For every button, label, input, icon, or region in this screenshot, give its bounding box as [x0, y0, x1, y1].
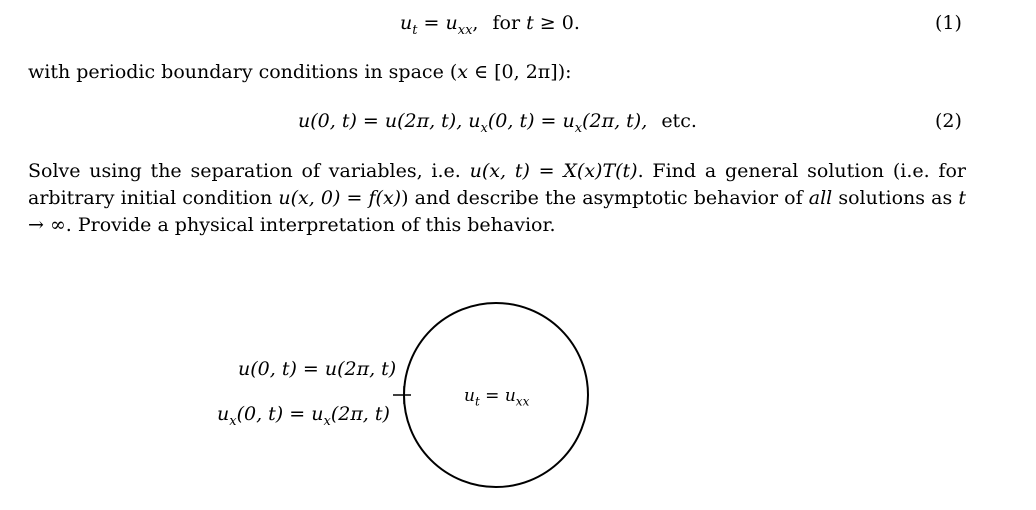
diagram-label2-a: u [217, 403, 230, 425]
eq1-rhs-sub: xx [457, 22, 473, 38]
equation-2-number: (2) [935, 110, 962, 132]
center-a: u [464, 386, 475, 406]
eq1-equals: = [417, 12, 446, 34]
para-s3: ) and describe the asymptotic behavior of [401, 187, 809, 209]
para-s4: solutions as [832, 187, 959, 209]
diagram-label-derivative-continuity [217, 403, 390, 429]
eq2-sub2: x [574, 120, 583, 136]
diagram-center-equation [464, 386, 529, 408]
para-s2: . Find a general solution (i.e. for arbitrary initial condition [28, 160, 966, 209]
para-s5: . Provide a physical interpretation of this behavior. [65, 214, 556, 236]
eq1-lhs-sub: t [412, 22, 418, 38]
eq1-for: for [492, 12, 521, 34]
equation-1-number: (1) [935, 12, 962, 34]
eq2-sub1: x [480, 120, 488, 136]
eq2-part2: (0, t) = u [487, 110, 575, 132]
eq1-lhs: u [400, 12, 413, 34]
intro-text: with periodic boundary conditions in space ( [28, 61, 458, 83]
diagram-label2-sub2: x [323, 413, 331, 429]
diagram-label2-b: (0, t) = u [236, 403, 324, 425]
para-em: all [808, 187, 833, 209]
eq1-cond: ≥ 0. [533, 12, 580, 34]
center-sub1: t [474, 394, 480, 409]
eq2-etc: etc. [661, 110, 697, 132]
intro-math: x [457, 61, 468, 83]
eq2-part1: u(0, t) = u(2π, t), u [298, 110, 481, 132]
center-b: = u [479, 386, 516, 406]
eq1-comma: , [472, 12, 479, 34]
intro-rest: ∈ [0, 2π]): [467, 61, 572, 83]
eq1-rhs: u [445, 12, 458, 34]
para-m1: u(x, t) = X(x)T(t) [469, 160, 638, 182]
eq1-cond-var: t [526, 12, 534, 34]
eq2-part3: (2π, t), [582, 110, 648, 132]
para-m2: u(x, 0) = f(x) [278, 187, 402, 209]
diagram-label1: u(0, t) = u(2π, t) [238, 358, 397, 380]
diagram-label-value-continuity [238, 358, 396, 380]
para-m3: t → ∞ [28, 187, 966, 236]
diagram-label2-sub1: x [229, 413, 237, 429]
center-sub2: xx [515, 394, 530, 409]
para-s1: Solve using the separation of variables, i.e. [28, 160, 470, 182]
diagram-label2-c: (2π, t) [330, 403, 390, 425]
